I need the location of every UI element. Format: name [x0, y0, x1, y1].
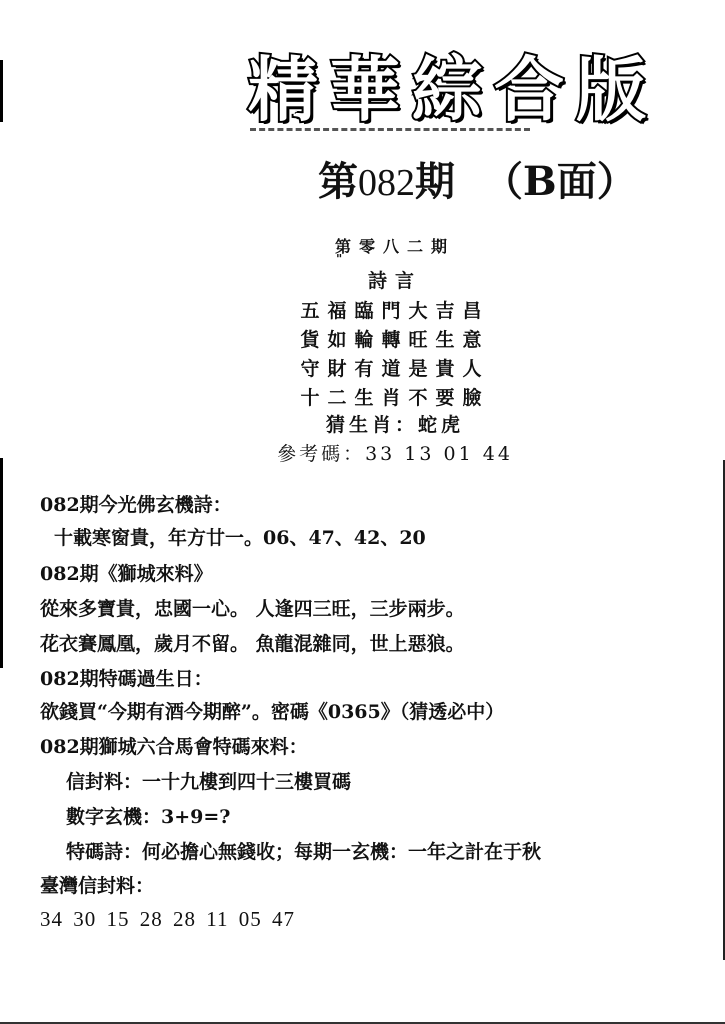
poem-line-3: 守財有道是貴人 [300, 358, 490, 380]
poem-line-1: 五福臨門大吉昌 [300, 300, 490, 322]
poem-line-2: 貨如輪轉旺生意 [300, 329, 490, 351]
section-5-title: 臺灣信封料： [40, 875, 155, 897]
poem-heading: 詩言 [367, 270, 422, 292]
section-1-title: 082期今光佛玄機詩： [40, 494, 232, 516]
masthead-underline [250, 128, 530, 135]
section-3-title: 082期特碼過生日： [40, 668, 213, 690]
masthead-title: 精華綜合版 [248, 49, 658, 131]
section-4-item-3: 特碼詩：何必擔心無錢收；每期一玄機：一年之計在于秋 [66, 841, 542, 863]
issue-prefix: 第 [318, 158, 358, 205]
issue-suffix: 期 [415, 158, 455, 205]
section-1-text: 十載寒窗貴，年方廿一。06、47、42、20 [54, 527, 426, 549]
issue-side: （B面） [482, 158, 637, 205]
quote-mark: " [336, 252, 351, 266]
scan-edge-left-top [0, 60, 3, 122]
section-2-title: 082期《獅城來料》 [40, 563, 213, 585]
section-2-line-2: 花衣賽鳳凰，歲月不留。 魚龍混雜同，世上惡狼。 [40, 633, 465, 655]
zodiac-guess: 猜生肖：蛇虎 [325, 414, 464, 436]
section-4-item-2: 數字玄機：3+9=? [66, 806, 231, 828]
issue-chinese: 第零八二期 [334, 237, 455, 256]
reference-numbers: 參考碼：33 13 01 44 [277, 443, 513, 465]
section-2-line-1: 從來多寶貴，忠國一心。 人逢四三旺，三步兩步。 [40, 598, 465, 620]
poem-line-4: 十二生肖不要臉 [300, 387, 490, 409]
section-5-numbers: 34 30 15 28 28 11 05 47 [40, 907, 295, 931]
section-4-item-1: 信封料：一十九樓到四十三樓買碼 [66, 771, 352, 793]
issue-number: 082 [358, 162, 415, 204]
section-4-title: 082期獅城六合馬會特碼來料： [40, 736, 308, 758]
scan-edge-left-middle [0, 458, 3, 668]
issue-heading [318, 156, 637, 209]
section-3-text: 欲錢買“今期有酒今期醉”。密碼《0365》（猜透必中） [40, 701, 505, 723]
